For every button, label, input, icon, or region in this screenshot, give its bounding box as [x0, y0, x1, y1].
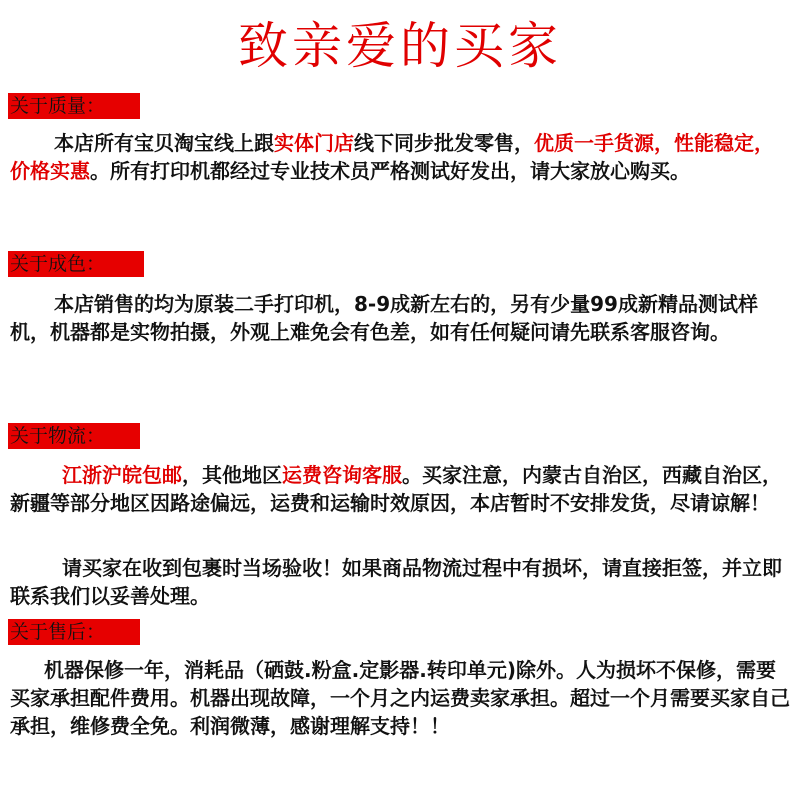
page-title: 致亲爱的买家: [238, 17, 562, 75]
aftersale-dot-3: .: [419, 658, 427, 682]
quality-highlight-store: 实体门店: [274, 131, 354, 155]
condition-text-3: 成新精品测试样机，机器都是实物拍摄，外观上难免会有色差，如有任何疑问请先联系客服咨询。: [10, 292, 758, 344]
condition-number-2: 99: [590, 292, 618, 316]
quality-text-2: 线下同步批发零售，: [354, 131, 534, 155]
aftersale-text-3: 定影器: [359, 658, 420, 682]
section-label-condition: 关于成色：: [8, 251, 144, 277]
aftersale-paragraph: [10, 656, 790, 740]
logistics-highlight-free-shipping: 江浙沪皖包邮: [62, 463, 182, 487]
condition-number-1: 8-9: [354, 292, 391, 316]
logistics-paragraph-2: 请买家在收到包裹时当场验收！如果商品物流过程中有损坏，请直接拒签，并立即联系我们以妥善处理。: [10, 556, 782, 608]
logistics-paragraph-1: [10, 461, 790, 517]
quality-highlight-source: 优质一手货源，性能稳定，价格实惠: [10, 131, 774, 183]
section-label-quality: 关于质量：: [8, 93, 140, 119]
logistics-highlight-shipping-fee: 运费咨询客服: [282, 463, 402, 487]
aftersale-dot-1: .: [304, 658, 312, 682]
logistics-text-2: 。买家注意，内蒙古自治区，西藏自治区，新疆等部分地区因路途偏远，运费和运输时效原因，本店暂时不安排发货，尽请谅解！: [10, 463, 782, 515]
aftersale-text-2: 粉盒: [311, 658, 352, 682]
condition-paragraph: [10, 290, 790, 346]
quality-text-3: 。所有打印机都经过专业技术员严格测试好发出，请大家放心购买。: [90, 159, 690, 183]
aftersale-text-4: 转印单元: [426, 658, 507, 682]
aftersale-paren: ): [506, 658, 516, 682]
logistics-text-1: ，其他地区: [182, 463, 282, 487]
aftersale-text-5: 除外。人为损坏不保修，需要买家承担配件费用。机器出现故障，一个月之内运费卖家承担。超过一个月需要买家自己承担，维修费全免。利润微薄，感谢理解支持！！: [10, 658, 790, 738]
aftersale-dot-2: .: [351, 658, 360, 682]
quality-paragraph: [10, 129, 790, 185]
section-label-logistics: 关于物流：: [8, 423, 140, 449]
condition-text-2: 成新左右的，另有少量: [390, 292, 591, 316]
quality-text-1: 本店所有宝贝淘宝线上跟: [54, 131, 274, 155]
section-label-aftersale: 关于售后：: [8, 619, 140, 645]
condition-text-1: 本店销售的均为原装二手打印机，: [54, 292, 354, 316]
aftersale-text-1: 机器保修一年，消耗品（硒鼓: [44, 658, 304, 682]
